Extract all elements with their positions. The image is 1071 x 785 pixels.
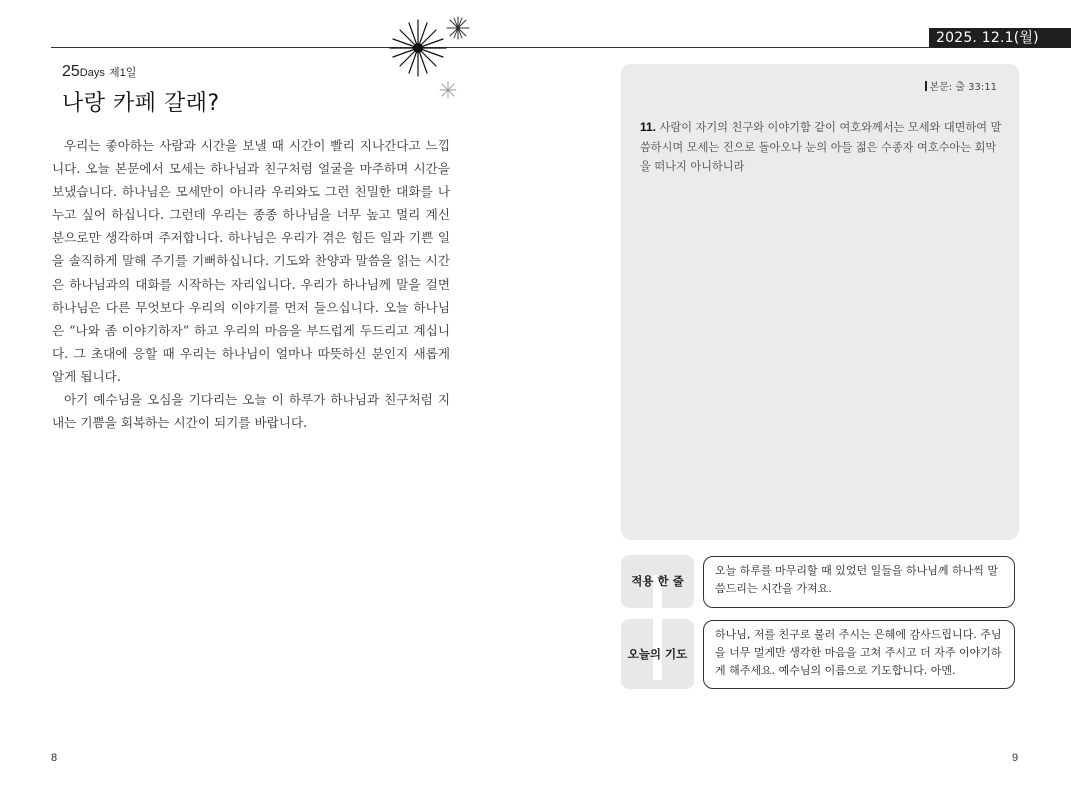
day-days: Days: [79, 67, 105, 79]
day-suffix: 제1일: [109, 67, 137, 79]
scripture-reference-text: 본문: 출 33:11: [929, 82, 997, 93]
application-label: 적용 한 줄: [631, 574, 684, 588]
scripture-box: [621, 64, 1019, 540]
devotional-body: [52, 134, 450, 434]
reference-bar-icon: [925, 81, 927, 91]
prayer-text-box: 하나님, 저를 친구로 불러 주시는 은혜에 감사드립니다. 주님을 너무 멀게만 생각한 마음을 고쳐 주시고 더 자주 이야기하게 해주세요. 예수님의 이름으로 기도합니다. 아멘.: [703, 620, 1015, 689]
tiny-sparkle-icon: [439, 81, 457, 99]
day-number: 25: [62, 63, 80, 80]
page-number-right: 9: [1012, 752, 1019, 764]
body-paragraph: 아기 예수님을 오심을 기다리는 오늘 이 하루가 하나님과 친구처럼 지내는 기쁨을 회복하는 시간이 되기를 바랍니다.: [52, 392, 450, 431]
scripture-verse: [640, 118, 1002, 177]
page-number-left: 8: [51, 752, 58, 764]
header-rule: [51, 47, 1071, 48]
large-sparkle-icon: [388, 18, 448, 78]
label-column-stripe: [653, 575, 662, 680]
scripture-reference: [925, 78, 997, 93]
day-label: [62, 63, 136, 81]
date-tab: 2025. 12.1(월): [929, 28, 1071, 48]
small-sparkle-icon: [446, 16, 470, 40]
application-text-box: 오늘 하루를 마무리할 때 있었던 일들을 하나님께 하나씩 말씀드리는 시간을 가져요.: [703, 556, 1015, 608]
body-paragraph: 우리는 좋아하는 사람과 시간을 보낼 때 시간이 빨리 지나간다고 느낍니다. 오늘 본문에서 모세는 하나님과 친구처럼 얼굴을 마주하며 시간을 보냈습니다. 하나님은 모세만이 아니라 우리와도 그런 친밀한 대화를 나누고 싶어 하십니다. 그런데 우리는 종종 하나님을 너무 높고 멀리 계신 분으로만 생각하며 주저합니다. 하나님은 우리가 겪은 힘든 일과 기쁜 일을 솔직하게 말해 주기를 기뻐하십니다. 기도와 찬양과 말씀을 읽는 시간은 하나님과의 대화를 시작하는 자리입니다. 우리가 하나님께 말을 걸면 하나님은 다른 무엇보다 우리의 이야기를 먼저 들으십니다. 오늘 하나님은 “나와 좀 이야기하자” 하고 우리의 마음을 부드럽게 두드리고 계십니다. 그 초대에 응할 때 우리는 하나님이 얼마나 따뜻하신 분인지 새롭게 알게 됩니다.: [52, 138, 450, 384]
page-title: 나랑 카페 갈래?: [62, 91, 220, 116]
prayer-label: 오늘의 기도: [627, 647, 688, 661]
verse-number: 11.: [640, 120, 657, 134]
verse-text: 사람이 자기의 친구와 이야기함 같이 여호와께서는 모세와 대면하여 말씀하시며 모세는 진으로 돌아오나 눈의 아들 젊은 수종자 여호수아는 회막을 떠나지 아니하니라: [640, 121, 1002, 173]
